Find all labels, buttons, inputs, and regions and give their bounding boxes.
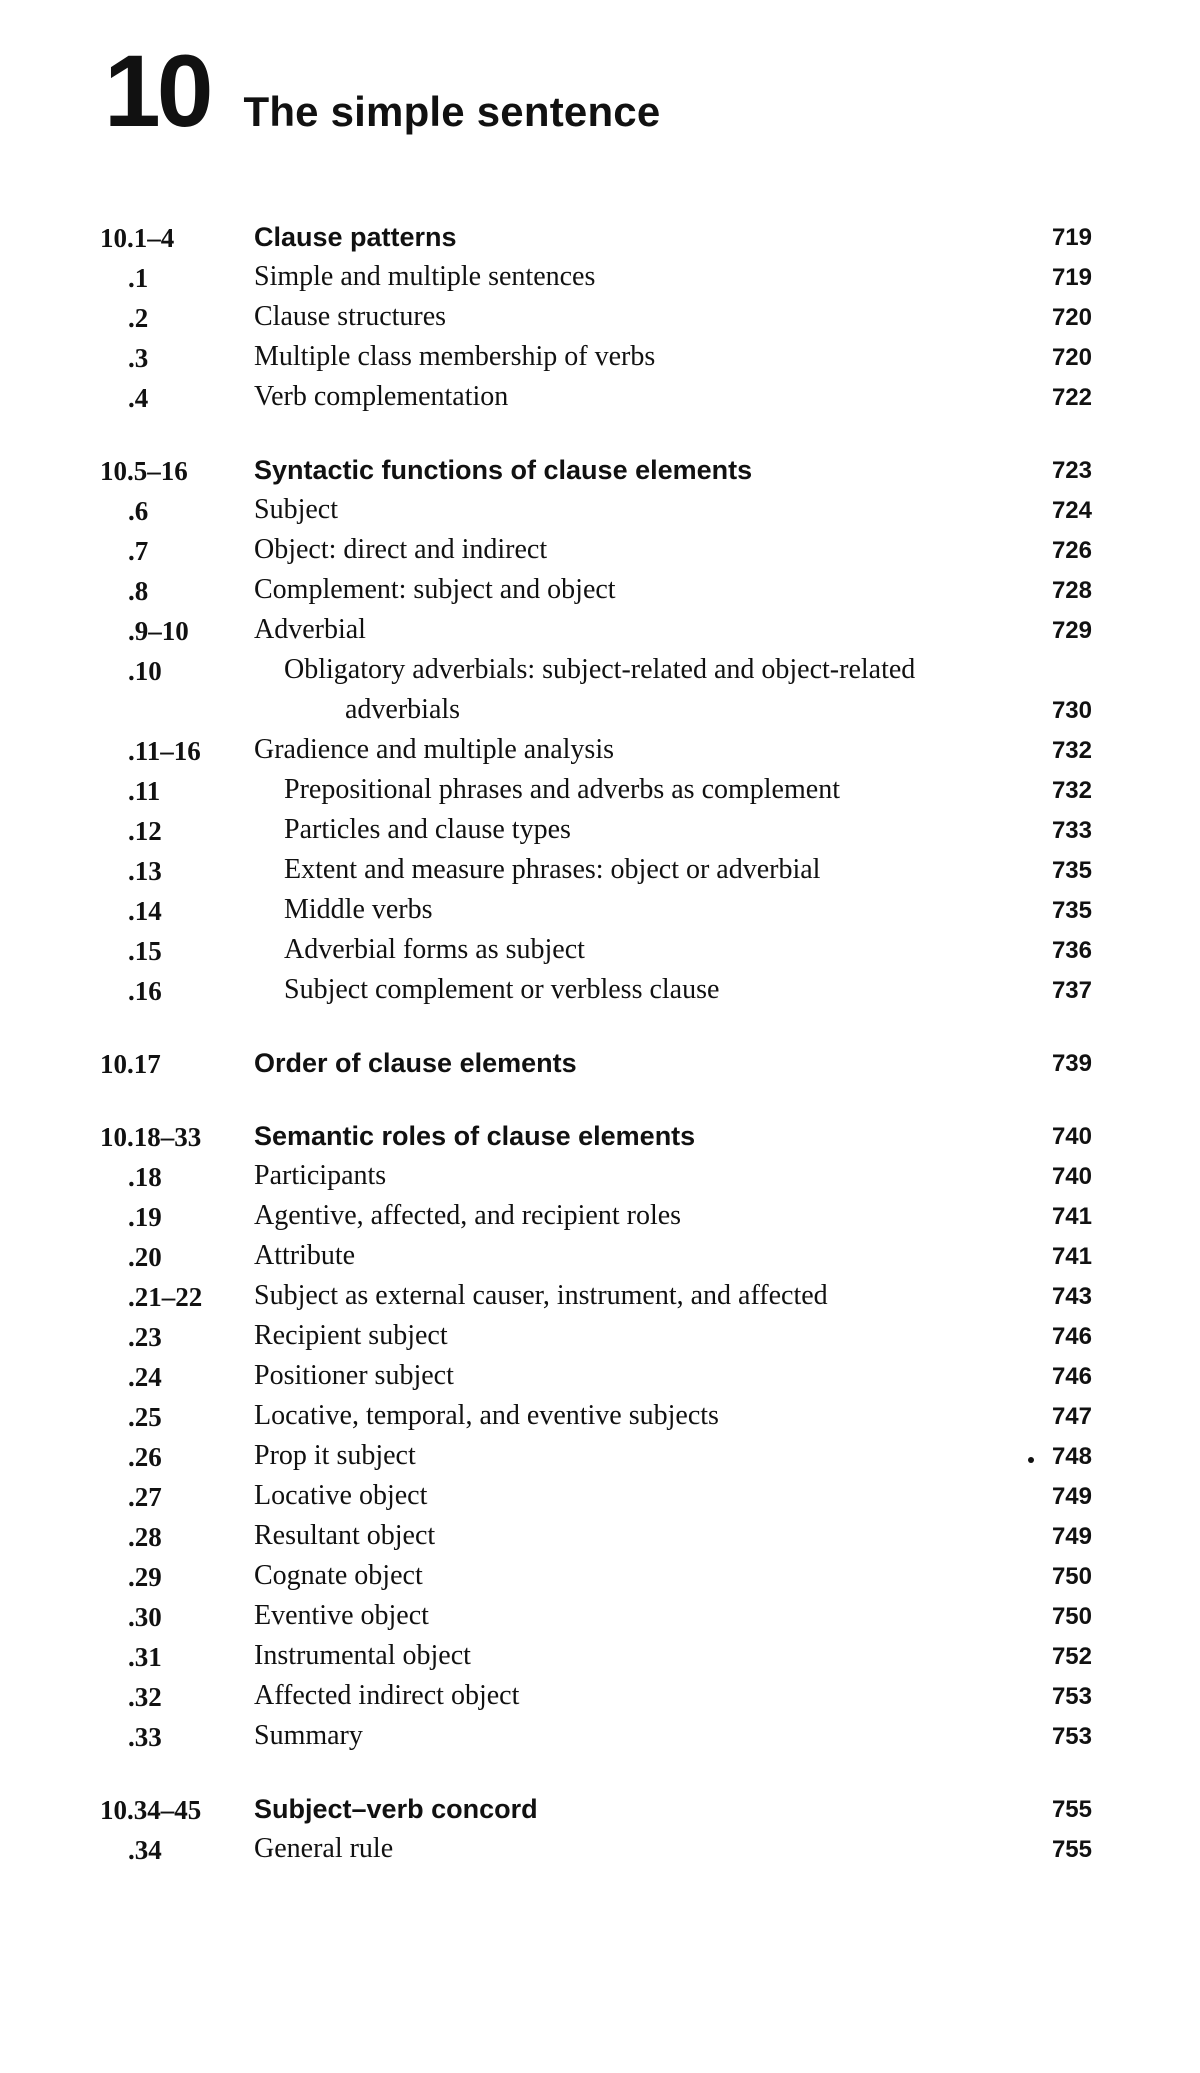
toc-heading-row[interactable] — [100, 218, 1100, 258]
entry-number: .1 — [128, 263, 149, 293]
entry-number: .12 — [128, 816, 162, 846]
entry-title: Instrumental object — [254, 1640, 471, 1671]
entry-title: Adverbial forms as subject — [284, 934, 585, 965]
page-number: 732 — [1051, 737, 1092, 764]
entry-number: .2 — [128, 303, 149, 333]
page-number: 720 — [1051, 344, 1092, 371]
entry-title: Agentive, affected, and recipient roles — [254, 1200, 682, 1231]
entry-title: Affected indirect object — [254, 1680, 520, 1711]
page-number: 747 — [1051, 1403, 1092, 1430]
entry-title: Complement: subject and object — [254, 574, 616, 605]
page-number: 719 — [1051, 264, 1092, 291]
page-number: 732 — [1051, 777, 1092, 804]
toc-heading-row[interactable] — [100, 1117, 1100, 1157]
entry-title: Recipient subject — [254, 1320, 448, 1351]
page-number: 743 — [1051, 1283, 1092, 1310]
entry-number: .30 — [128, 1602, 162, 1632]
toc-heading-row[interactable] — [100, 451, 1100, 491]
chapter-title: The simple sentence — [243, 88, 661, 135]
toc-entry[interactable] — [100, 1677, 1100, 1717]
toc-entry[interactable] — [100, 891, 1100, 931]
toc-entry[interactable] — [100, 1597, 1100, 1637]
entry-title: Participants — [254, 1160, 387, 1191]
page-number: 722 — [1051, 384, 1092, 411]
entry-title: Summary — [254, 1720, 363, 1751]
entry-title: Cognate object — [254, 1560, 423, 1591]
page-number: 737 — [1051, 977, 1092, 1004]
page-number: 733 — [1051, 817, 1092, 844]
page-number: 749 — [1051, 1523, 1092, 1550]
entry-number: .14 — [128, 896, 162, 926]
entry-number: .19 — [128, 1202, 162, 1232]
toc-section-concord — [100, 1790, 1100, 1870]
entry-title: Gradience and multiple analysis — [254, 734, 614, 765]
toc-entry[interactable] — [100, 811, 1100, 851]
toc-entry[interactable] — [100, 531, 1100, 571]
table-of-contents — [100, 218, 1100, 1903]
toc-entry[interactable] — [100, 378, 1100, 418]
page-number: 735 — [1051, 857, 1092, 884]
toc-entry[interactable] — [100, 1277, 1100, 1317]
toc-entry[interactable] — [100, 731, 1100, 771]
page-number: 755 — [1051, 1796, 1092, 1823]
toc-entry[interactable] — [100, 1637, 1100, 1677]
toc-entry[interactable] — [100, 771, 1100, 811]
toc-entry[interactable] — [100, 1197, 1100, 1237]
entry-number: .7 — [128, 536, 149, 566]
page-number: 752 — [1051, 1643, 1092, 1670]
entry-title: Extent and measure phrases: object or adverbial — [284, 854, 821, 885]
entry-title: Multiple class membership of verbs — [254, 341, 656, 372]
entry-number: .28 — [128, 1522, 162, 1552]
page-number: 739 — [1051, 1050, 1092, 1077]
section-title: Semantic roles of clause elements — [254, 1121, 696, 1151]
section-number: 10.18–33 — [100, 1122, 202, 1152]
page-number: 740 — [1051, 1163, 1092, 1190]
page-number: 740 — [1051, 1123, 1092, 1150]
entry-title: Locative, temporal, and eventive subjects — [254, 1400, 719, 1431]
entry-number: .15 — [128, 936, 162, 966]
entry-number: .25 — [128, 1402, 162, 1432]
entry-title: Simple and multiple sentences — [254, 261, 596, 292]
toc-entry[interactable] — [100, 338, 1100, 378]
entry-number: .10 — [128, 656, 162, 686]
stray-dot-mark — [1028, 1457, 1034, 1463]
toc-entry[interactable] — [100, 931, 1100, 971]
toc-heading-row[interactable] — [100, 1044, 1100, 1084]
page-number: 723 — [1051, 457, 1092, 484]
entry-number: .33 — [128, 1722, 162, 1752]
toc-entry[interactable] — [100, 1717, 1100, 1757]
entry-title: Object: direct and indirect — [254, 534, 548, 565]
entry-title: Prop it subject — [254, 1440, 416, 1471]
page-number: 741 — [1051, 1203, 1092, 1230]
toc-entry[interactable] — [100, 298, 1100, 338]
section-title: Order of clause elements — [254, 1048, 577, 1078]
chapter-header — [104, 34, 661, 148]
toc-entry[interactable] — [100, 851, 1100, 891]
toc-entry[interactable] — [100, 258, 1100, 298]
entry-number: .6 — [128, 496, 149, 526]
page-number: 735 — [1051, 897, 1092, 924]
page-number: 719 — [1051, 224, 1092, 251]
toc-entry[interactable] — [100, 1317, 1100, 1357]
page-number: 753 — [1051, 1723, 1092, 1750]
page-number: 728 — [1051, 577, 1092, 604]
entry-title: Subject — [254, 494, 338, 525]
entry-title: Resultant object — [254, 1520, 436, 1551]
page-number: 729 — [1051, 617, 1092, 644]
toc-heading-row[interactable] — [100, 1790, 1100, 1830]
toc-entry[interactable] — [100, 971, 1100, 1011]
toc-entry[interactable] — [100, 1357, 1100, 1397]
entry-number: .11 — [128, 776, 161, 806]
entry-number: .32 — [128, 1682, 162, 1712]
entry-number: .13 — [128, 856, 162, 886]
entry-title: Prepositional phrases and adverbs as complement — [284, 774, 840, 805]
page-number: 750 — [1051, 1563, 1092, 1590]
toc-entry[interactable] — [100, 1157, 1100, 1197]
entry-number: .29 — [128, 1562, 162, 1592]
toc-section-clause-patterns — [100, 218, 1100, 418]
entry-title: Verb complementation — [254, 381, 509, 412]
section-title: Clause patterns — [254, 222, 457, 252]
entry-title: Obligatory adverbials: subject-related and object-related — [284, 654, 916, 685]
page-number: 724 — [1051, 497, 1092, 524]
toc-entry[interactable] — [100, 1477, 1100, 1517]
section-number: 10.5–16 — [100, 456, 188, 486]
page-number: 726 — [1051, 537, 1092, 564]
section-number: 10.17 — [100, 1049, 161, 1079]
page-number: 748 — [1051, 1443, 1092, 1470]
entry-number: .18 — [128, 1162, 162, 1192]
page-number: 746 — [1051, 1323, 1092, 1350]
page-number: 749 — [1051, 1483, 1092, 1510]
page-number: 755 — [1051, 1836, 1092, 1863]
entry-number: .11–16 — [128, 736, 201, 766]
entry-title: Positioner subject — [254, 1360, 454, 1391]
section-title: Syntactic functions of clause elements — [254, 455, 753, 485]
section-number: 10.1–4 — [100, 223, 175, 253]
page-number: 736 — [1051, 937, 1092, 964]
entry-title: Middle verbs — [284, 894, 433, 925]
toc-entry[interactable] — [100, 651, 1100, 731]
entry-number: .24 — [128, 1362, 162, 1392]
entry-title: Subject as external causer, instrument, and affected — [254, 1280, 828, 1311]
page-number: 720 — [1051, 304, 1092, 331]
entry-title: Clause structures — [254, 301, 447, 332]
toc-entry[interactable] — [100, 571, 1100, 611]
entry-number: .20 — [128, 1242, 162, 1272]
page-number: 746 — [1051, 1363, 1092, 1390]
entry-number: .9–10 — [128, 616, 189, 646]
chapter-number: 10 — [104, 34, 210, 148]
toc-entry[interactable] — [100, 1397, 1100, 1437]
toc-section-syntactic-functions — [100, 451, 1100, 1011]
toc-entry[interactable] — [100, 1517, 1100, 1557]
entry-title: General rule — [254, 1833, 394, 1864]
page-number: 750 — [1051, 1603, 1092, 1630]
toc-entry[interactable] — [100, 491, 1100, 531]
toc-section-semantic-roles — [100, 1117, 1100, 1757]
page-number: 741 — [1051, 1243, 1092, 1270]
entry-title: Subject complement or verbless clause — [284, 974, 720, 1005]
entry-title: Particles and clause types — [284, 814, 571, 845]
entry-number: .3 — [128, 343, 149, 373]
entry-title: Adverbial — [254, 614, 366, 645]
entry-number: .34 — [128, 1835, 162, 1865]
entry-number: .4 — [128, 383, 149, 413]
entry-title: Attribute — [254, 1240, 356, 1271]
toc-entry[interactable] — [100, 1237, 1100, 1277]
entry-number: .8 — [128, 576, 149, 606]
page-number: 753 — [1051, 1683, 1092, 1710]
entry-number: .16 — [128, 976, 162, 1006]
entry-number: .31 — [128, 1642, 162, 1672]
toc-entry[interactable] — [100, 1437, 1100, 1477]
page-number: 730 — [1051, 697, 1092, 724]
entry-title-continuation: adverbials — [345, 694, 461, 725]
toc-entry[interactable] — [100, 1557, 1100, 1597]
section-number: 10.34–45 — [100, 1795, 202, 1825]
section-title: Subject–verb concord — [254, 1794, 538, 1824]
entry-number: .23 — [128, 1322, 162, 1352]
toc-section-order — [100, 1044, 1100, 1084]
entry-number: .21–22 — [128, 1282, 203, 1312]
toc-entry[interactable] — [100, 1830, 1100, 1870]
entry-title: Eventive object — [254, 1600, 429, 1631]
entry-number: .26 — [128, 1442, 162, 1472]
entry-number: .27 — [128, 1482, 162, 1512]
toc-entry[interactable] — [100, 611, 1100, 651]
entry-title: Locative object — [254, 1480, 428, 1511]
